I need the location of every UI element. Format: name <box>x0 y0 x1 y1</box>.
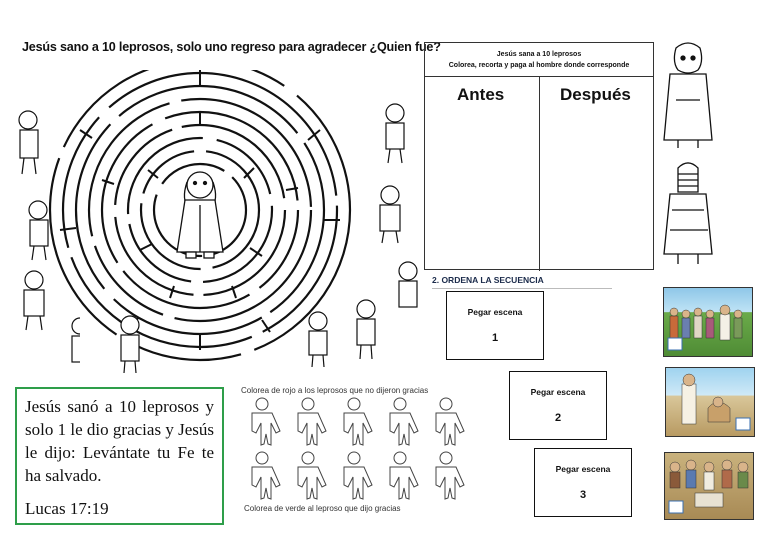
coloring-caption-top: Colorea de rojo a los leprosos que no dijeron gracias <box>241 386 429 395</box>
table-instructions: Colorea, recorta y paga al hombre donde corresponde <box>448 62 630 69</box>
scene-box-number: 1 <box>491 332 499 344</box>
coloring-figures-grid <box>238 395 470 507</box>
before-after-table <box>424 42 654 270</box>
column-after-heading: Después <box>560 85 631 104</box>
scene-box-label: Pegar escena <box>555 464 611 474</box>
verse-text: Jesús sanó a 10 leprosos y solo 1 le dio gracias y Jesús le dijo: Levántate tu Fe te ha salvado. <box>25 397 214 485</box>
verse-reference: Lucas 17:19 <box>25 499 109 518</box>
scene-box-label: Pegar escena <box>467 307 523 317</box>
scene-image-3 <box>664 452 754 520</box>
scene-box-2 <box>509 371 607 440</box>
scene-box-label: Pegar escena <box>530 387 586 397</box>
scene-image-2 <box>665 367 755 437</box>
column-divider <box>539 77 540 271</box>
maze-title: Jesús sano a 10 leprosos, solo uno regreso para agradecer ¿Quien fue? <box>22 40 441 54</box>
scene-illustration <box>665 453 753 519</box>
scene-image-1 <box>663 287 753 357</box>
scene-box-3 <box>534 448 632 517</box>
column-before-heading: Antes <box>457 85 505 104</box>
coloring-caption-bottom: Colorea de verde al leproso que dijo gracias <box>244 504 401 513</box>
scene-box-number: 2 <box>554 412 562 424</box>
jesus-figure <box>177 172 223 258</box>
leper-figures-right <box>300 95 425 375</box>
scene-illustration <box>666 368 754 436</box>
order-section-title: 2. ORDENA LA SECUENCIA <box>432 275 544 285</box>
leper-figure-bottom-left <box>110 315 150 375</box>
scene-box-1 <box>446 291 544 360</box>
scene-illustration <box>664 288 752 356</box>
man-figures-before-after <box>658 40 718 270</box>
leper-figures-left <box>0 90 80 380</box>
table-title: Jesús sana a 10 leprosos <box>496 51 582 58</box>
table-header <box>425 43 653 77</box>
bible-verse-box <box>15 387 224 525</box>
scene-box-number: 3 <box>579 489 587 501</box>
section-divider <box>432 288 612 289</box>
